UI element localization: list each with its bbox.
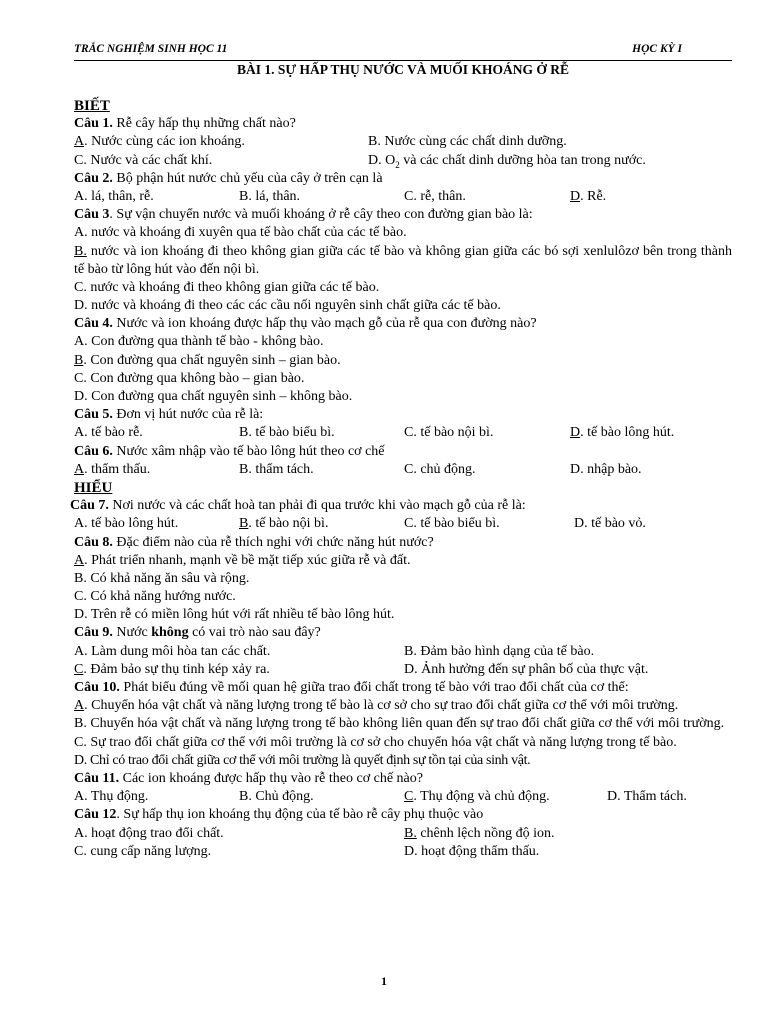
question-12 (74, 806, 732, 824)
option-c: C. Con đường qua không bào – gian bào. (74, 370, 305, 386)
option-c: C. Thụ động và chủ động. (404, 789, 550, 805)
option-d: D. Thẩm tách. (607, 789, 687, 805)
question-text: . Sự vận chuyển nước và muối khoáng ở rễ cây theo con đường gian bào là: (109, 207, 533, 223)
option-a: A. nước và khoáng đi xuyên qua tế bào chất của các tế bào. (74, 225, 407, 241)
answer-key: B (74, 352, 84, 368)
answer-key: C (74, 661, 84, 677)
header-subject: TRẮC NGHIỆM SINH HỌC 11 (74, 43, 228, 55)
option-a: A. lá, thân, rễ. (74, 188, 154, 204)
option-a: A. Chuyển hóa vật chất và năng lượng trong tế bào là cơ sở cho sự trao đổi chất giữa cơ thể với môi trường. (74, 698, 679, 714)
question-label: Câu 3 (74, 207, 110, 223)
question-2 (74, 170, 732, 188)
question-label: Câu 6. (74, 443, 113, 459)
question-label: Câu 11. (74, 771, 120, 787)
option-b: B. Có khả năng ăn sâu và rộng. (74, 570, 250, 586)
option-d: D. nước và khoáng đi theo các các cầu nối nguyên sinh chất giữa các tế bào. (74, 298, 501, 314)
option-a: A. tế bào rễ. (74, 425, 143, 441)
option-a: A. Con đường qua thành tế bào - không bào. (74, 334, 324, 350)
header-term: HỌC KỲ I (632, 43, 682, 55)
option-row (74, 661, 732, 679)
question-text: . Sự hấp thụ ion khoáng thụ động của tế bào rễ cây phụ thuộc vào (116, 807, 484, 823)
option-row (74, 152, 732, 170)
question-text: Rễ cây hấp thụ những chất nào? (112, 116, 296, 132)
answer-key: A (74, 552, 85, 568)
answer-key: A (74, 461, 85, 477)
option-row (74, 424, 732, 442)
question-7 (70, 497, 732, 515)
option-a: A. Thụ động. (74, 789, 149, 805)
question-label: Câu 9. (74, 625, 113, 641)
question-11 (74, 770, 732, 788)
page-header (74, 43, 732, 61)
question-text: Nước xâm nhập vào tế bào lông hút theo cơ chế (112, 443, 385, 459)
question-label: Câu 12 (74, 807, 117, 823)
question-4 (74, 315, 732, 333)
answer-key: B. (404, 825, 417, 841)
answer-key: A (74, 698, 85, 714)
option-c: C. Nước và các chất khí. (74, 152, 213, 168)
option-d: D. tế bào lông hút. (570, 425, 675, 441)
option-d: D. Ảnh hưởng đến sự phân bố của thực vật. (404, 661, 649, 677)
option-c: C. chủ động. (404, 461, 476, 477)
answer-key: B (239, 516, 249, 532)
question-text: Đặc điểm nào của rễ thích nghi với chức năng hút nước? (112, 534, 434, 550)
option-c: C. tế bào nội bì. (404, 425, 494, 441)
option-c: C. nước và khoáng đi theo không gian giữa các tế bào. (74, 279, 380, 295)
question-text: Bộ phận hút nước chủ yếu của cây ở trên cạn là (112, 170, 383, 186)
option-b: B. tế bào nội bì. (239, 516, 329, 532)
answer-key: B. (74, 243, 87, 259)
option-c: C. Đảm bảo sự thụ tinh kép xảy ra. (74, 661, 270, 677)
document-body (70, 97, 732, 861)
section-hieu: HIỂU (74, 479, 113, 496)
question-text: Đơn vị hút nước của rễ là: (112, 407, 264, 423)
option-c: C. Có khả năng hướng nước. (74, 589, 236, 605)
question-8 (74, 534, 732, 552)
question-1 (74, 115, 732, 133)
option-b: B. tế bào biểu bì. (239, 425, 335, 441)
question-label: Câu 2. (74, 170, 113, 186)
option-b: B. Đảm bảo hình dạng của tế bào. (404, 643, 595, 659)
option-a: A. thẩm thấu. (74, 461, 151, 477)
option-c: C. tế bào biểu bì. (404, 516, 500, 532)
option-row (74, 461, 732, 479)
question-label: Câu 1. (74, 116, 113, 132)
option-c: C. cung cấp năng lượng. (74, 843, 212, 859)
question-text: Phát biểu đúng về mối quan hệ giữa trao đổi chất trong tế bào với trao đổi chất của cơ thể: (119, 680, 629, 696)
option-row (74, 188, 732, 206)
option-a: A. Phát triển nhanh, mạnh về bề mặt tiếp xúc giữa rễ và đất. (74, 552, 411, 568)
question-text: Nước và ion khoáng được hấp thụ vào mạch gỗ của rễ qua con đường nào? (112, 316, 537, 332)
option-row (74, 643, 732, 661)
option-b: B. Chuyển hóa vật chất và năng lượng trong tế bào không liên quan đến sự trao đổi chất giữa cơ thể với môi trường. (74, 716, 725, 732)
answer-key: C (404, 789, 414, 805)
page-title: BÀI 1. SỰ HẤP THỤ NƯỚC VÀ MUỐI KHOÁNG Ở RỄ (237, 62, 569, 77)
question-text: Các ion khoáng được hấp thụ vào rễ theo cơ chế nào? (119, 771, 423, 787)
emphasis-word: không (151, 625, 189, 641)
page-number: 1 (381, 974, 387, 988)
option-b: B. Nước cùng các chất dinh dưỡng. (368, 134, 567, 150)
question-label: Câu 10. (74, 680, 120, 696)
section-biet: BIẾT (74, 98, 110, 114)
question-10 (74, 679, 732, 697)
option-d: D. $O_2$ và các chất dinh dưỡng hòa tan trong nước. (368, 152, 646, 170)
question-text: Nơi nước và các chất hoà tan phải đi qua trước khi vào mạch gỗ của rễ là: (108, 498, 526, 514)
option-d: D. hoạt động thẩm thấu. (404, 843, 540, 859)
option-d: D. Con đường qua chất nguyên sinh – không bào. (74, 389, 353, 405)
option-a: A. Làm dung môi hòa tan các chất. (74, 643, 271, 659)
option-c: C. Sự trao đổi chất giữa cơ thể với môi trường là cơ sở cho chuyển hóa vật chất và năng lượng trong tế bào. (74, 734, 677, 750)
option-b: B. nước và ion khoáng đi theo không gian giữa các tế bào và không gian giữa các bó sợi xenlulôzơ bên trong thành tế bào từ lông hút vào đến nội bì. (74, 243, 732, 277)
option-a: A. tế bào lông hút. (74, 516, 179, 532)
option-a: A. Nước cùng các ion khoáng. (74, 134, 245, 150)
option-b: B. Con đường qua chất nguyên sinh – gian bào. (74, 352, 341, 368)
question-label: Câu 5. (74, 407, 113, 423)
option-b: B. thẩm tách. (239, 461, 314, 477)
question-3 (74, 206, 732, 224)
question-5 (74, 406, 732, 424)
question-label: Câu 8. (74, 534, 113, 550)
option-c: C. rễ, thân. (404, 188, 466, 204)
option-a: A. hoạt động trao đổi chất. (74, 825, 224, 841)
answer-key: D (570, 188, 581, 204)
option-row (74, 133, 732, 151)
answer-key: D (570, 425, 581, 441)
option-d: D. Chỉ có trao đổi chất giữa cơ thể với môi trường là quyết định sự tồn tại của sinh vật. (74, 752, 531, 768)
question-label: Câu 4. (74, 316, 113, 332)
option-b: B. chênh lệch nồng độ ion. (404, 825, 555, 841)
option-d: D. Rễ. (570, 188, 607, 204)
option-row (74, 788, 732, 806)
option-d: D. Trên rễ có miền lông hút với rất nhiều tế bào lông hút. (74, 607, 395, 623)
option-d: D. nhập bào. (570, 461, 642, 477)
option-row (74, 825, 732, 843)
question-9: Câu 9. Nước không có vai trò nào sau đây? (74, 625, 321, 641)
option-row (74, 515, 732, 533)
option-d: D. tế bào vỏ. (574, 516, 646, 532)
option-row (74, 843, 732, 861)
question-label: Câu 7. (70, 498, 109, 514)
answer-key: A (74, 134, 85, 150)
question-6 (74, 443, 732, 461)
option-b: B. Chủ động. (239, 789, 314, 805)
option-b: B. lá, thân. (239, 188, 301, 204)
